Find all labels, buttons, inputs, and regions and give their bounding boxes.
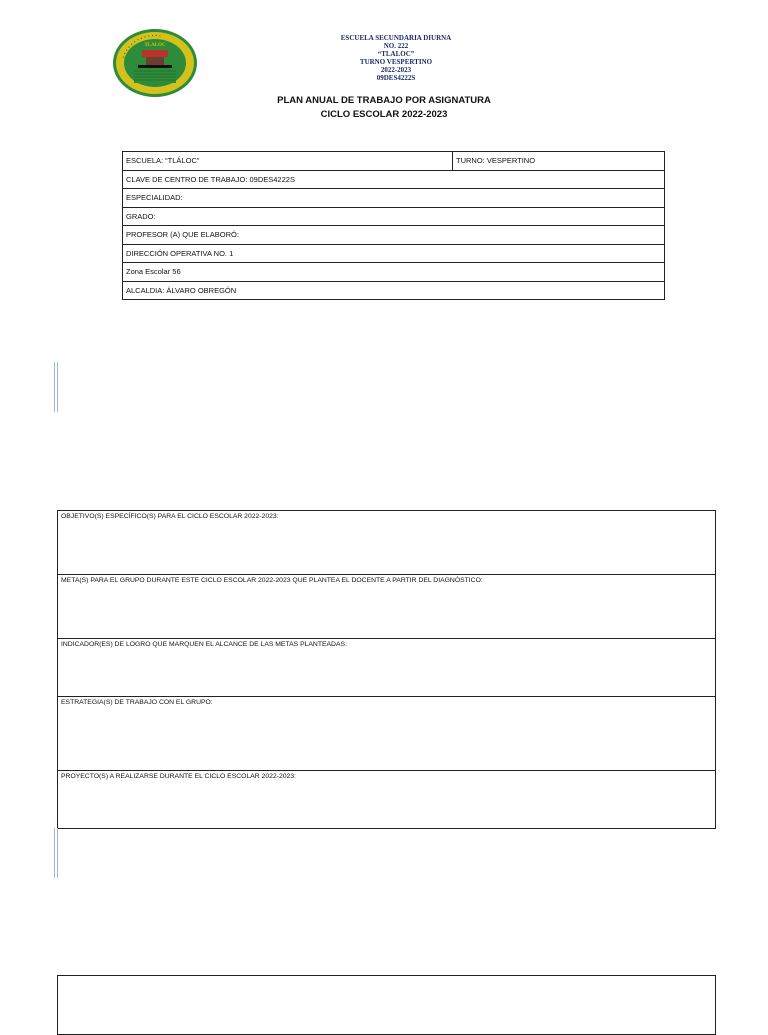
school-name: ESCUELA SECUNDARIA DIURNA	[340, 34, 452, 42]
school-number: NO. 222	[383, 42, 409, 50]
title-line-1: PLAN ANUAL DE TRABAJO POR ASIGNATURA	[277, 95, 491, 106]
indicadores-cell: INDICADOR(ES) DE LOGRO QUE MARQUEN EL ALCANCE DE LAS METAS PLANTEADAS:	[58, 639, 716, 697]
document-title	[200, 94, 568, 122]
school-info-table	[122, 151, 665, 300]
turno-cell: TURNO: VESPERTINO	[453, 152, 665, 171]
table-row	[123, 226, 665, 245]
metas-cell: META(S) PARA EL GRUPO DURANTE ESTE CICLO ESCOLAR 2022-2023 QUE PLANTEA EL DOCENTE A PARTIR DEL DIAGNÓSTICO:	[58, 575, 716, 639]
decorative-bar	[54, 362, 61, 412]
clave-cell: CLAVE DE CENTRO DE TRABAJO: 09DES4222S	[123, 170, 665, 189]
table-row	[123, 263, 665, 282]
table-row	[58, 511, 716, 575]
especialidad-cell: ESPECIALIDAD:	[123, 189, 665, 208]
table-row	[58, 575, 716, 639]
objetivos-cell: OBJETIVO(S) ESPECÍFICO(S) PARA EL CICLO ESCOLAR 2022-2023:	[58, 511, 716, 575]
table-row	[58, 639, 716, 697]
school-year: 2022-2023	[380, 66, 412, 74]
direccion-cell: DIRECCIÓN OPERATIVA NO. 1	[123, 244, 665, 263]
svg-text:• • • • • • • • • • • • •: • • • • • • • • • • • • •	[120, 32, 162, 59]
school-code: 09DES4222S	[376, 74, 416, 82]
table-row	[123, 170, 665, 189]
table-row	[123, 244, 665, 263]
table-row	[123, 189, 665, 208]
table-row	[58, 771, 716, 829]
school-header	[300, 34, 492, 82]
title-line-2: CICLO ESCOLAR 2022-2023	[320, 109, 448, 120]
school-alias: “TLALOC”	[377, 50, 415, 58]
zona-cell: Zona Escolar 56	[123, 263, 665, 282]
table-row	[123, 207, 665, 226]
decorative-bar	[54, 828, 61, 878]
proyectos-cell: PROYECTO(S) A REALIZARSE DURANTE EL CICLO ESCOLAR 2022-2023:	[58, 771, 716, 829]
alcaldia-cell: ALCALDIA: ÁLVARO OBREGÓN	[123, 281, 665, 300]
school-shift: TURNO VESPERTINO	[359, 58, 433, 66]
table-row	[123, 281, 665, 300]
estrategias-cell: ESTRATEGIA(S) DE TRABAJO CON EL GRUPO:	[58, 697, 716, 771]
escuela-cell: ESCUELA: “TLÁLOC”	[123, 152, 453, 171]
profesor-cell: PROFESOR (A) QUE ELABORÓ:	[123, 226, 665, 245]
plan-table	[57, 510, 716, 829]
school-logo	[112, 28, 198, 98]
logo-text: TLALOC	[144, 43, 166, 48]
table-row	[123, 152, 665, 171]
next-table-box	[57, 975, 716, 1035]
grado-cell: GRADO:	[123, 207, 665, 226]
table-row	[58, 697, 716, 771]
